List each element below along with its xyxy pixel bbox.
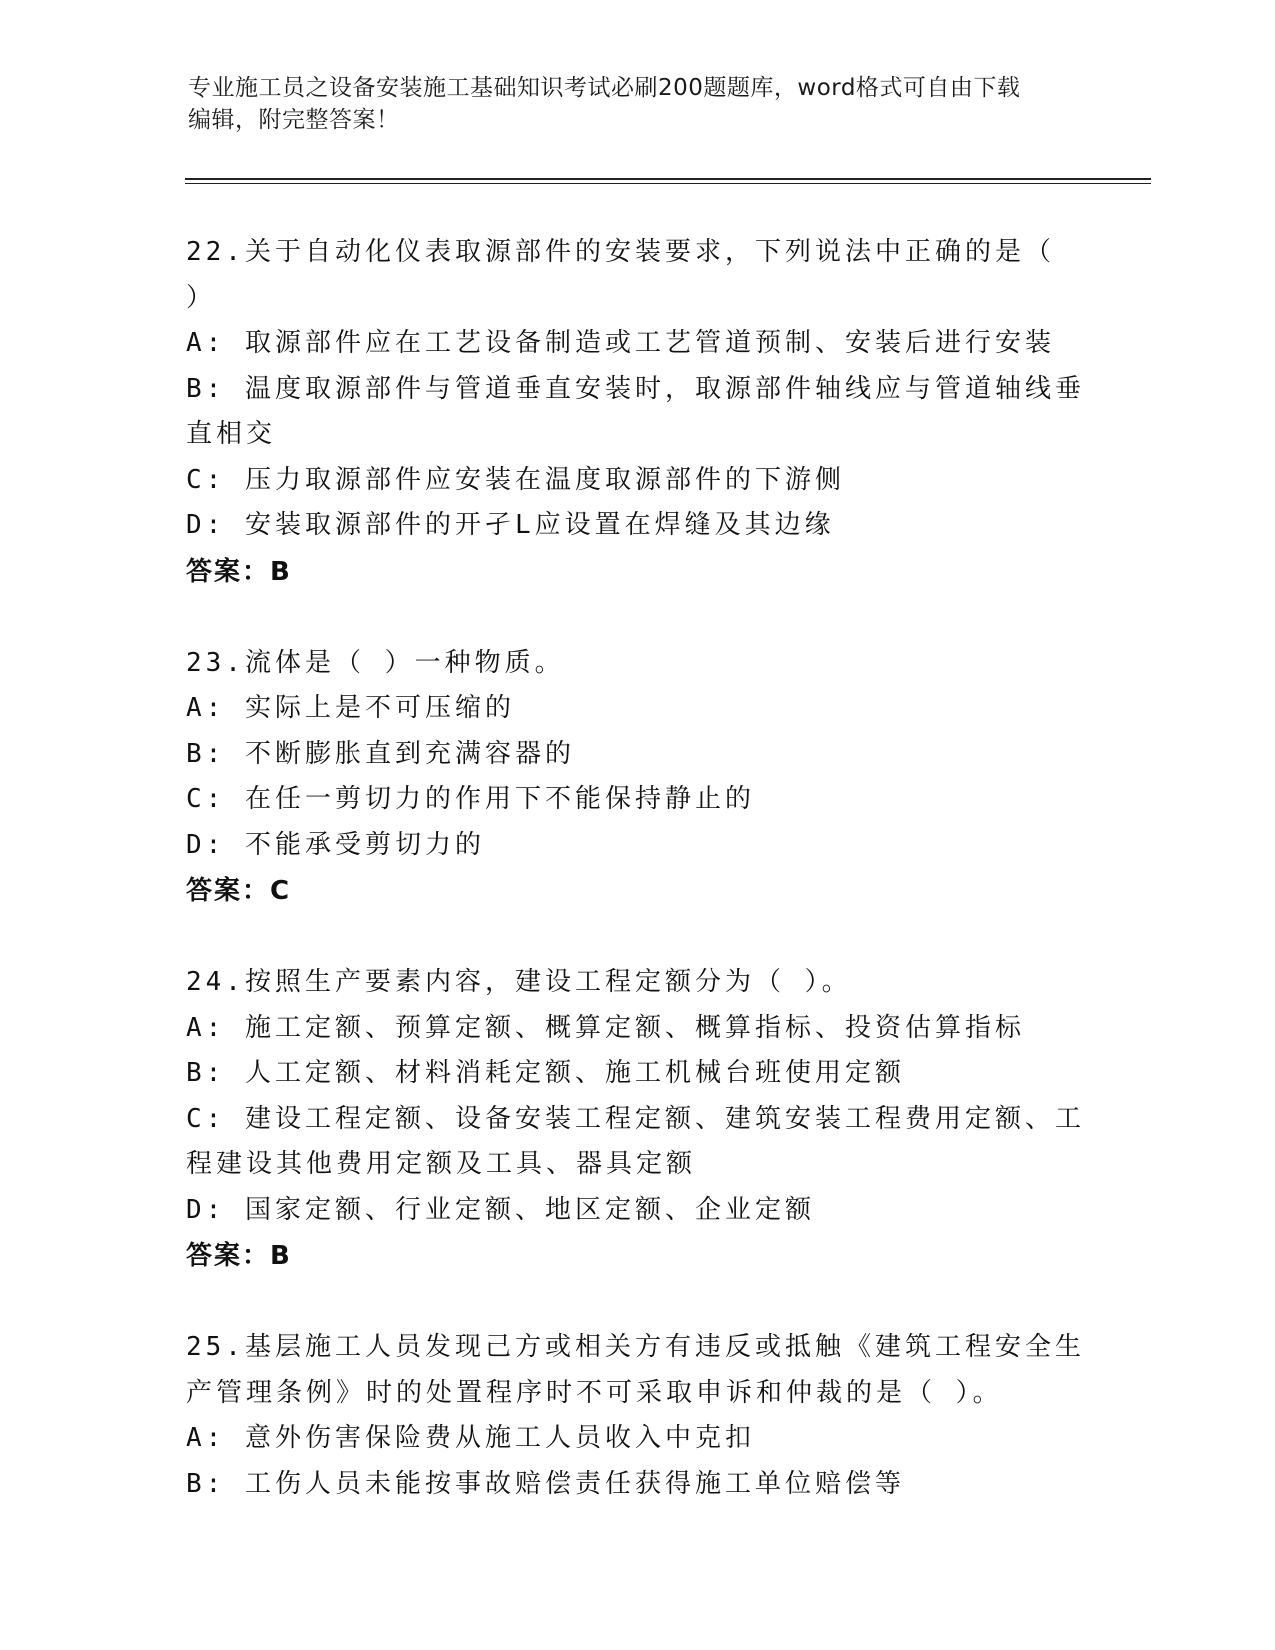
- question-23: [186, 641, 1086, 915]
- option-d: D: 安装取源部件的开孑L应设置在焊缝及其边缘: [186, 510, 835, 540]
- document-header: [188, 72, 1088, 136]
- option-b: B: 不断膨胀直到充满容器的: [186, 738, 575, 769]
- option-a: A: 施工定额、预算定额、概算定额、概算指标、投资估算指标: [186, 1012, 1025, 1043]
- question-stem: 22.关于自动化仪表取源部件的安装要求，下列说法中正确的是（ ）: [186, 237, 1075, 313]
- option-a: A: 实际上是不可压缩的: [186, 693, 515, 723]
- option-b: B: 人工定额、材料消耗定额、施工机械台班使用定额: [186, 1058, 905, 1088]
- option-d: D: 国家定额、行业定额、地区定额、企业定额: [186, 1194, 815, 1225]
- header-divider-thick: [185, 178, 1151, 180]
- question-stem: 25.基层施工人员发现己方或相关方有违反或抵触《建筑工程安全生产管理条例》时的处置程序时不可采取申诉和仲裁的是（ ）。: [186, 1332, 1085, 1408]
- question-stem: 23.流体是（ ）一种物质。: [186, 647, 565, 678]
- option-b: B: 工伤人员未能按事故赔偿责任获得施工单位赔偿等: [186, 1468, 905, 1499]
- header-line-1: 专业施工员之设备安装施工基础知识考试必刷200题题库，word格式可自由下载: [188, 75, 1021, 101]
- question-25: [186, 1325, 1086, 1507]
- answer-label: 答案：C: [186, 876, 292, 906]
- option-c: C: 在任一剪切力的作用下不能保持静止的: [186, 784, 755, 814]
- option-c: C: 建设工程定额、设备安装工程定额、建筑安装工程费用定额、工程建设其他费用定额及工具、器具定额: [186, 1103, 1085, 1179]
- question-stem: 24.按照生产要素内容，建设工程定额分为（ ）。: [186, 967, 852, 997]
- question-list: [186, 230, 1086, 1553]
- answer-label: 答案：B: [186, 1241, 292, 1271]
- option-c: C: 压力取源部件应安装在温度取源部件的下游侧: [186, 464, 845, 495]
- option-b: B: 温度取源部件与管道垂直安装时，取源部件轴线应与管道轴线垂直相交: [186, 373, 1085, 449]
- question-22: [186, 230, 1086, 595]
- answer-label: 答案：B: [186, 556, 292, 587]
- option-d: D: 不能承受剪切力的: [186, 829, 485, 860]
- option-a: A: 取源部件应在工艺设备制造或工艺管道预制、安装后进行安装: [186, 328, 1055, 358]
- header-divider-thin: [185, 183, 1151, 184]
- option-a: A: 意外伤害保险费从施工人员收入中克扣: [186, 1423, 755, 1453]
- header-line-2: 编辑，附完整答案！: [188, 107, 400, 133]
- question-24: [186, 960, 1086, 1279]
